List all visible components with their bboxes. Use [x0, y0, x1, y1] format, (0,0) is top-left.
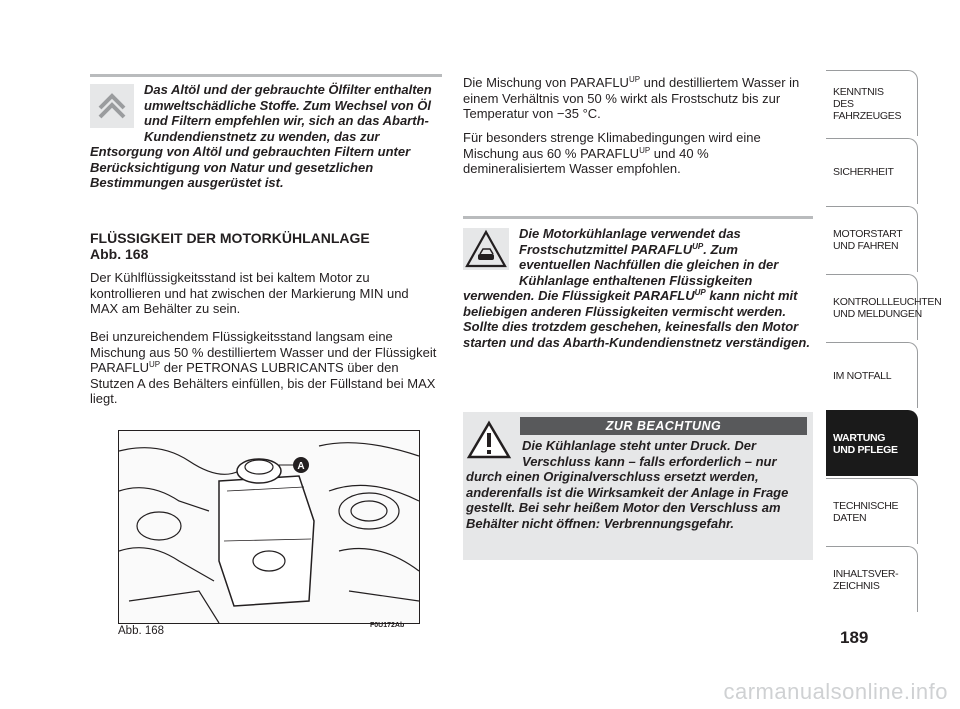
chapter-tab-6[interactable] [826, 410, 918, 476]
note-sup-1: UP [692, 241, 704, 251]
climate-paragraph [463, 130, 808, 177]
page-number: 189 [840, 628, 869, 647]
chapter-tab-2[interactable] [826, 138, 918, 204]
coolant-refill-paragraph [90, 329, 440, 407]
chapter-tab-label: MOTORSTART UND FAHREN [833, 227, 903, 252]
chapter-tab-label: INHALTSVER- ZEICHNIS [833, 567, 899, 592]
section-heading-figref: Abb. 168 [90, 246, 149, 262]
chapter-tab-1[interactable] [826, 70, 918, 136]
mixture-text-a: Die Mischung von PARAFLU [463, 75, 629, 90]
climate-text-a: Für besonders strenge Klimabedingungen wird eine Mischung aus 60 % PARAFLU [463, 130, 761, 161]
refill-text-a: Bei unzureichendem Flüssigkeitsstand langsam eine Mischung aus 50 % destilliertem Wasser und der Flüssigkeit PARAFLU [90, 329, 437, 375]
chapter-tab-label: KENNTNIS DES FAHRZEUGES [833, 85, 902, 122]
chapter-tab-3[interactable] [826, 206, 918, 272]
engine-coolant-reservoir-illustration [119, 431, 419, 623]
coolant-check-paragraph: Der Kühlflüssigkeitsstand ist bei kaltem Motor zu kontrollieren und hat zwischen der Markierung MIN und MAX am Behälter zu sein. [90, 270, 409, 316]
callout-a: A [297, 461, 305, 472]
mixture-text-b: und destilliertem Wasser in einem Verhältnis von 50 % wirkt als Frostschutz bis zur Temperatur von −35 °C. [463, 75, 800, 121]
figure-168 [118, 430, 420, 624]
chapter-tab-label: TECHNISCHE DATEN [833, 499, 899, 524]
paraflu-note-text [463, 226, 813, 350]
refill-sup: UP [149, 360, 161, 369]
figure-caption: Abb. 168 [118, 625, 165, 637]
chapter-tab-5[interactable] [826, 342, 918, 408]
climate-sup: UP [639, 145, 651, 155]
recycle-icon [90, 84, 134, 128]
note-text-c: kann nicht mit beliebigen anderen Flüssigkeiten vermischt werden. Sollte dies trotzdem geschehen, keinesfalls den Motor starten und das Abarth-Kundendienstnetz verständigen. [463, 288, 810, 350]
warning-content [466, 438, 810, 531]
chapter-tab-label: KONTROLLLEUCHTEN UND MELDUNGEN [833, 295, 942, 320]
section-heading [90, 230, 442, 262]
car-warning-icon [463, 228, 509, 270]
mixture-paragraph [463, 75, 808, 122]
chapter-tabs [826, 70, 942, 614]
top-rule-left [90, 74, 442, 77]
environment-note [90, 82, 440, 191]
chapter-tab-8[interactable] [826, 546, 918, 612]
top-rule-note [463, 216, 813, 219]
note-text-b: . Zum eventuellen Nachfüllen die gleichen in der Kühlanlage enthaltenen Flüssigkeiten verwenden. Die Flüssigkeit PARAFLU [463, 241, 779, 303]
chapter-tab-4[interactable] [826, 274, 942, 340]
climate-text-b: und 40 % demineralisiertem Wasser empfohlen. [463, 145, 709, 176]
chapter-tab-7[interactable] [826, 478, 918, 544]
chapter-tab-label: SICHERHEIT [833, 165, 894, 178]
note-text-a: Die Motorkühlanlage verwendet das Frostschutzmittel PARAFLU [519, 226, 741, 257]
figure-code: F0U172Ab [370, 622, 405, 629]
note-sup-2: UP [694, 288, 706, 297]
paraflu-note [463, 226, 813, 350]
refill-text-b: der PETRONAS LUBRICANTS über den Stutzen A des Behälters einfüllen, bis der Füllstand bei MAX liegt. [90, 360, 436, 406]
section-heading-title: FLÜSSIGKEIT DER MOTORKÜHLANLAGE [90, 230, 370, 246]
warning-banner: ZUR BEACHTUNG [520, 417, 807, 435]
watermark: carmanualsonline.info [723, 679, 948, 704]
warning-text: Die Kühlanlage steht unter Druck. Der Verschluss kann – falls erforderlich – nur durch einen Originalverschluss ersetzt werden, anderenfalls ist die Wirksamkeit der Anlage in Frage gestellt. Bei sehr heißem Motor den Verschluss am Behälter nicht öffnen: Verbrennungsgefahr. [466, 438, 789, 531]
environment-note-text: Das Altöl und der gebrauchte Ölfilter enthalten umweltschädliche Stoffe. Zum Wechsel von Öl und Filtern empfehlen wir, sich an das Abarth-Kundendienstnetz zu wenden, das zur Entsorgung von Altöl und gebrauchten Filtern unter Berücksichtigung von Natur und gesetzlichen Bestimmungen ausgerüstet ist. [90, 82, 432, 190]
chapter-tab-label: WARTUNG UND PFLEGE [833, 431, 898, 456]
exclamation-warning-icon [466, 420, 512, 460]
chapter-tab-label: IM NOTFALL [833, 369, 892, 382]
mixture-sup: UP [628, 75, 641, 84]
